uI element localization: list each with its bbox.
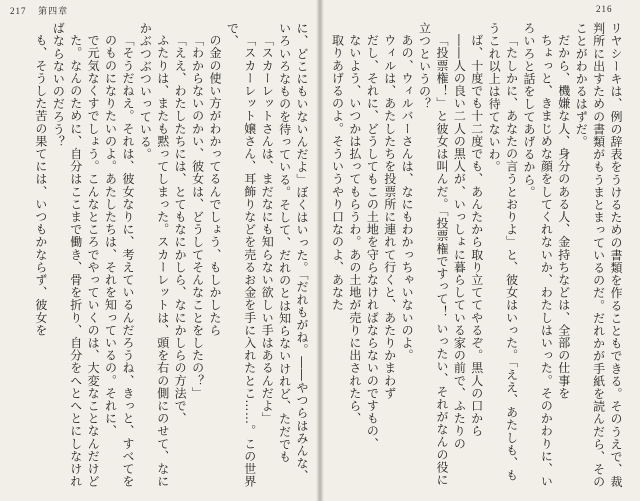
right-page-header [596,4,613,15]
paragraph: ウィルは、あたしたちを投票所に連れて行くと、あたりかまわず [382,34,397,400]
paragraph: 「スカーレット嬢さん、耳飾りなどを売るお金を手に入れたとこ……。この世界で、 [225,22,257,488]
paragraph: 「わからないのかい、彼女は、どうしてそんなことをしたの？」 [190,34,205,400]
paragraph: も、そうした苦の果てには、いつもかならず、彼女を [33,34,48,337]
paragraph: 「ええ、わたしたちには、とてもなにかしら、なにかしらの方法で、 [173,34,188,425]
paragraph: ないよう、いつかは払ってもらうわ。あの土地が売りに出されたら、 [347,34,362,425]
book-gutter [316,0,324,501]
right-page-body [332,22,624,494]
paragraph: た。なんのために、自分はここまで働き、骨を折り、自分をへとへとにしなければならないのだろう？ [51,22,83,488]
paragraph: の金の使い方がわかってるんでしょう、もしかしたら [207,34,222,337]
paragraph: で元気なくすでしょう。こんなところでやっていくのは、大変なことなんだけど [86,34,101,488]
left-page-number: 217 [10,6,27,16]
paragraph: ちょっと、きまじめな顔をしてくれないか、わたしはいった。そのかわりに、いろいろと話をしてあげるから。 [521,22,554,488]
paragraph: 取りあげるのよ。そういうやり口なのよ、あなた [330,34,345,312]
right-page-number: 216 [596,4,613,14]
paragraph: だから、機嫌な人、身分のある人、金持ちなどは、全部の仕事を [556,34,571,400]
chapter-title: 第四章 [38,7,69,17]
left-page-header [10,4,68,17]
paragraph: ふたりは、またも黙ってしまった。スカーレットは、頭を右の側にのせて、なにかぶつぶついっている。 [138,22,170,488]
paragraph: ば、十度でも十二度でも、あんたから取り立ててやるぞ。黒人の口から [469,34,484,438]
left-page-body [14,22,310,494]
paragraph: 「たしかに、あなたの言うとおりよ」と、彼女はいった。「ええ、あたしも、もうこれ以上は待てないわ。 [487,22,519,482]
paragraph: ――人の良い二人の黒人が、いっしょに暮らしている家の前で、ふたりの [452,34,467,450]
paragraph: リヤシーキは、例の辞表をうけるための書類を作ることもできる。そのうえで、裁判所に出すための書類がもうまとまっているのだ。だれかが手紙を読んだら、そのことがわかるはずだ。 [574,22,623,489]
paragraph: 「そうだねえ。それは、彼女なりに、考えているんだろうね、きっと、すべてを [120,34,135,488]
paragraph: 「投票権！」と彼女は叫んだ。「投票権ですって！ いったい、それがなんの役に立つというの？ [417,22,449,487]
paragraph: 「スカーレットさんは、まだなにも知らない欲しい手はあるんだよ」 [260,34,275,425]
paragraph: のものになりたいのよ。あたしたちは、それを知っているの。それに、 [103,34,118,438]
paragraph: だし、それに、どうしてもこの土地を守らなければならないのですもの、 [365,34,380,450]
paragraph: に、どこにもいないんだよ」ぼくはいった。「だれもがね。――やつらはみんな、いろいろなものを待っている。そして、だれのとは知らないけれど、ただでも [277,22,309,483]
paragraph: あの、ウィルバーさんは、なにもわかっちゃいないのよ。 [400,34,415,362]
